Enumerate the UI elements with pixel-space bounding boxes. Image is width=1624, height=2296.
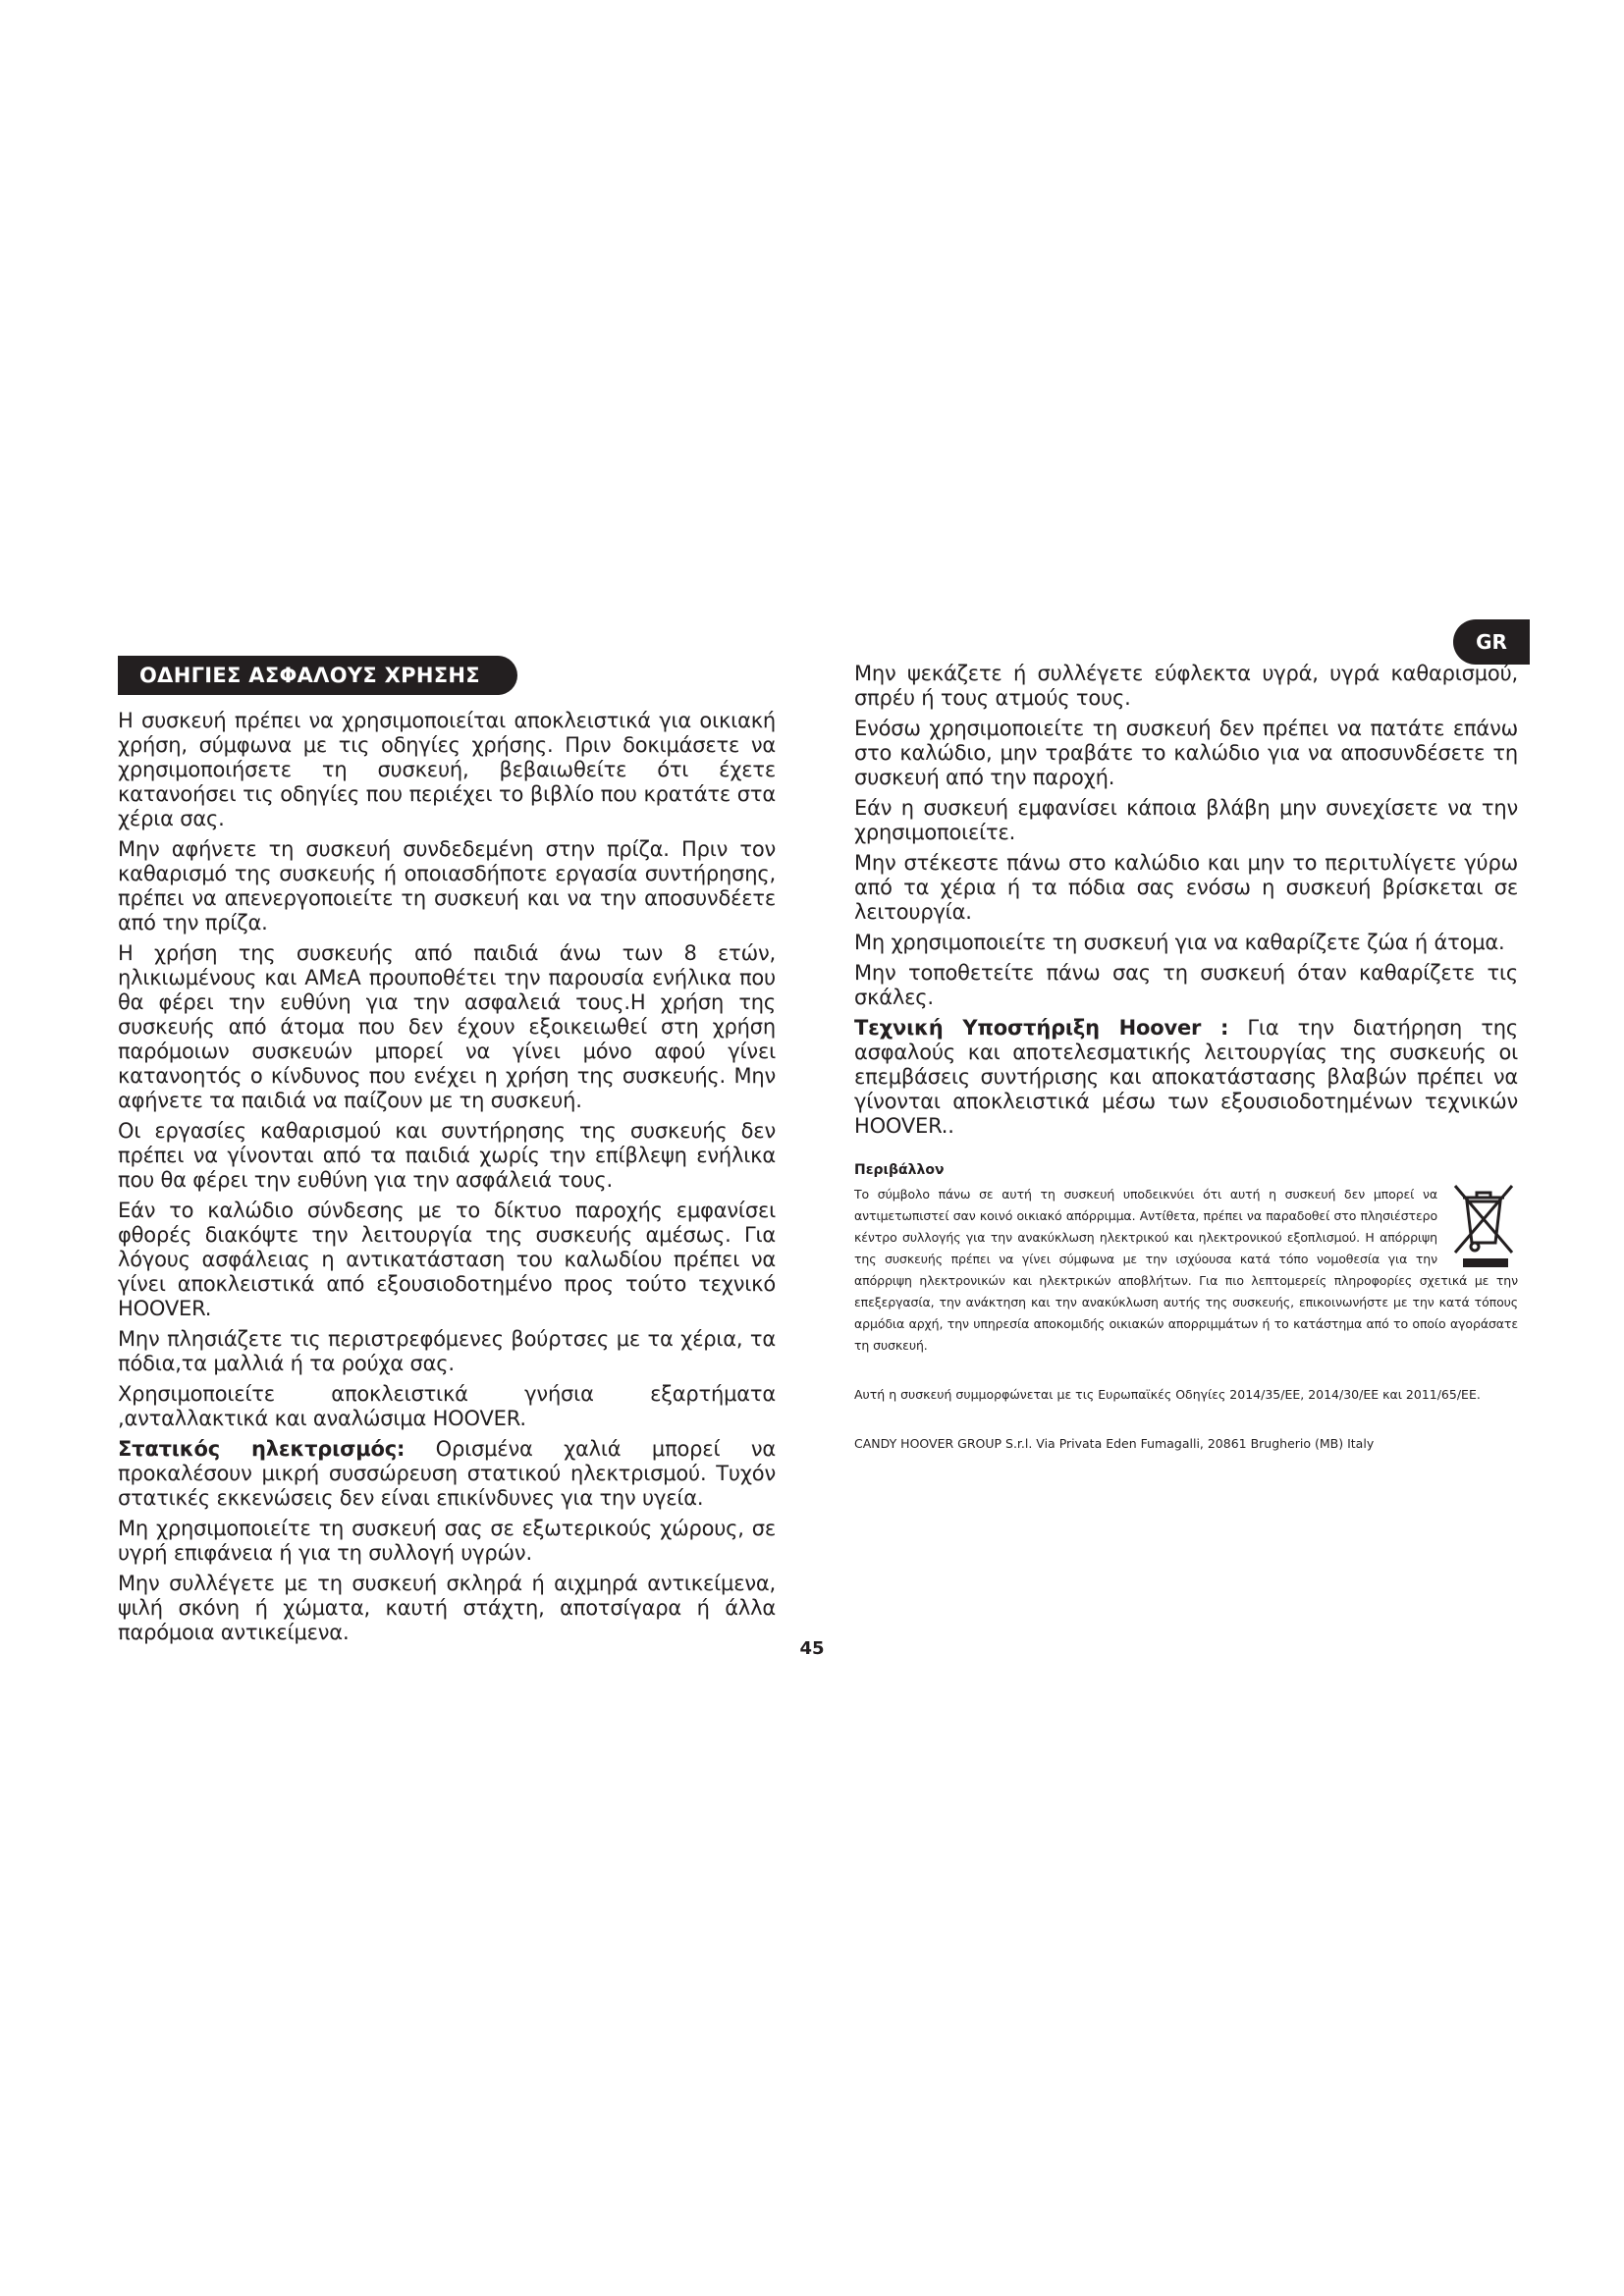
paragraph (854, 851, 1518, 925)
paragraph (118, 1517, 776, 1566)
environment-title: Περιβάλλον (854, 1162, 945, 1178)
paragraph-text: Οι εργασίες καθαρισμού και συντήρησης της συσκευής δεν πρέπει να γίνονται από τα παιδιά χωρίς την επίβλεψη ενήλικα που θα φέρει την ευθύνη για την ασφάλειά τους. (118, 1119, 776, 1192)
paragraph (118, 1572, 776, 1645)
paragraph-text: Η συσκευή πρέπει να χρησιμοποιείται αποκλειστικά για οικιακή χρήση, σύμφωνα με τις οδηγίες χρήσης. Πριν δοκιμάσετε να χρησιμοποιήσετε τη συσκευή, βεβαιωθείτε ότι έχετε κατανοήσει τις οδηγίες που περιέχει το βιβλίο που κρατάτε στα χέρια σας. (118, 709, 776, 830)
paragraph (118, 1327, 776, 1376)
paragraph-text: Μην πλησιάζετε τις περιστρεφόμενες βούρτσες με τα χέρια, τα πόδια,τα μαλλιά ή τα ρούχα σας. (118, 1327, 776, 1375)
environment-block (854, 1184, 1518, 1357)
section-title: ΟΔΗΓΙΕΣ ΑΣΦΑΛΟΥΣ ΧΡΗΣΗΣ (118, 656, 517, 695)
paragraph-text: Η χρήση της συσκευής από παιδιά άνω των 8 ετών, ηλικιωμένους και ΑΜεΑ προυποθέτει την παρουσία ενήλικα που θα φέρει την ευθύνη για την ασφαλειά τους.Η χρήση της συσκευής από άτομα που δεν έχουν εξοικειωθεί στη χρήση παρόμοιων συσκευών μπορεί να γίνει μόνο αφού γίνει κατανοητός ο κίνδυνος που ενέχει η χρήση της συσκευής. Μην αφήνετε τα παιδιά να παίζουν με τη συσκευή. (118, 941, 776, 1112)
paragraph (118, 837, 776, 935)
paragraph (854, 662, 1518, 711)
paragraph-text: Ενόσω χρησιμοποιείτε τη συσκευή δεν πρέπει να πατάτε επάνω στο καλώδιο, μην τραβάτε το καλώδιο για να αποσυνδέσετε τη συσκευή από την παροχή. (854, 717, 1518, 789)
paragraph (854, 796, 1518, 845)
paragraph-text: Χρησιμοποιείτε αποκλειστικά γνήσια εξαρτήματα ,ανταλλακτικά και αναλώσιμα HOOVER. (118, 1382, 776, 1430)
paragraph (118, 1119, 776, 1193)
paragraph-text: Εάν το καλώδιο σύνδεσης με το δίκτυο παροχής εμφανίσει φθορές διακόψτε την λειτουργία της συσκευής αμέσως. Για λόγους ασφάλειας η αντικατάσταση του καλωδίου πρέπει να γίνει αποκλειστικά από εξουσιοδοτημένο προς τούτο τεχνικό HOOVER. (118, 1199, 776, 1320)
paragraph-text: Εάν η συσκευή εμφανίσει κάποια βλάβη μην συνεχίσετε να την χρησιμοποιείτε. (854, 796, 1518, 844)
paragraph-text: Μη χρησιμοποιείτε τη συσκευή σας σε εξωτερικούς χώρους, σε υγρή επιφάνεια ή για τη συλλογή υγρών. (118, 1517, 776, 1565)
paragraph-text: Μην αφήνετε τη συσκευή συνδεδεμένη στην πρίζα. Πριν τον καθαρισμό της συσκευής ή οποιασδήποτε εργασία συντήρησης, πρέπει να απενεργοποιείτε τη συσκευή και να την αποσυνδέετε από την πρίζα. (118, 837, 776, 934)
paragraph (854, 931, 1518, 955)
paragraph (118, 1199, 776, 1321)
crossed-out-wheelie-bin-icon (1449, 1182, 1518, 1268)
paragraph-lead: Τεχνική Υποστήριξη Hoover : (854, 1016, 1229, 1040)
paragraph (854, 961, 1518, 1010)
paragraph-text: Μην στέκεστε πάνω στο καλώδιο και μην το περιτυλίγετε γύρω από τα χέρια ή τα πόδια σας ενόσω η συσκευή βρίσκεται σε λειτουργία. (854, 851, 1518, 924)
paragraph (118, 1382, 776, 1431)
paragraph-text: Μην συλλέγετε με τη συσκευή σκληρά ή αιχμηρά αντικείμενα, ψιλή σκόνη ή χώματα, καυτή στάχτη, αποτσίγαρα ή άλλα παρόμοια αντικείμενα. (118, 1572, 776, 1644)
paragraph-text: Μην τοποθετείτε πάνω σας τη συσκευή όταν καθαρίζετε τις σκάλες. (854, 961, 1518, 1009)
left-paragraphs (118, 709, 776, 1645)
paragraph-text: Μην ψεκάζετε ή συλλέγετε εύφλεκτα υγρά, υγρά καθαρισμού, σπρέυ ή τους ατμούς τους. (854, 662, 1518, 710)
environment-text: Το σύμβολο πάνω σε αυτή τη συσκευή υποδεικνύει ότι αυτή η συσκευή δεν μπορεί να αντιμετωπιστεί σαν κοινό οικιακό απόρριμμα. Αντίθετα, πρέπει να παραδοθεί στο πλησιέστερο κέντρο συλλογής για την ανακύκλωση ηλεκτρικού και ηλεκτρονικού εξοπλισμού. Η απόρριψη της συσκευής πρέπει να γίνει σύμφωνα με την ισχύουσα κατά τόπο νομοθεσία για την απόρριψη ηλεκτρονικών και ηλεκτρικών αποβλήτων. Για πιο λεπτομερείς πληροφορίες σχετικά με την επεξεργασία, την ανάκτηση και την ανακύκλωση αυτής της συσκευής, επικοινωνήστε με την κατά τόπους αρμόδια αρχή, την υπηρεσία αποκομιδής οικιακών απορριμμάτων ή το κατάστημα από το οποίο αγοράσατε τη συσκευή. (854, 1187, 1518, 1353)
right-paragraphs (854, 662, 1518, 1139)
paragraph-text: Μη χρησιμοποιείτε τη συσκευή για να καθαρίζετε ζώα ή άτομα. (854, 931, 1505, 954)
left-column (118, 656, 776, 1651)
company-address: CANDY HOOVER GROUP S.r.l. Via Privata Eden Fumagalli, 20861 Brugherio (MB) Italy (854, 1436, 1375, 1451)
paragraph (118, 1437, 776, 1511)
page-number: 45 (799, 1638, 825, 1659)
paragraph-text: Ορισμένα χαλιά μπορεί να προκαλέσουν μικρή συσσώρευση στατικού ηλεκτρισμού. Τυχόν στατικές εκκενώσεις δεν είναι επικίνδυνες για την υγεία. (118, 1437, 776, 1510)
paragraph (118, 709, 776, 831)
paragraph-lead: Στατικός ηλεκτρισμός: (118, 1437, 406, 1461)
language-badge: GR (1453, 619, 1530, 665)
paragraph-text: Για την διατήρηση της ασφαλούς και αποτελεσματικής λειτουργίας της συσκευής οι επεμβάσεις συντήρισης και αποκατάστασης βλαβών πρέπει να γίνονται αποκλειστικά μέσω των εξουσιοδοτημένων τεχνικών HOOVER.. (854, 1016, 1519, 1138)
paragraph (118, 941, 776, 1113)
paragraph (854, 717, 1518, 790)
compliance-text: Αυτή η συσκευή συμμορφώνεται με τις Ευρωπαϊκές Οδηγίες 2014/35/ΕΕ, 2014/30/ΕΕ και 2011/65/ΕΕ. (854, 1387, 1481, 1402)
paragraph (854, 1016, 1518, 1139)
right-column (854, 662, 1518, 1455)
